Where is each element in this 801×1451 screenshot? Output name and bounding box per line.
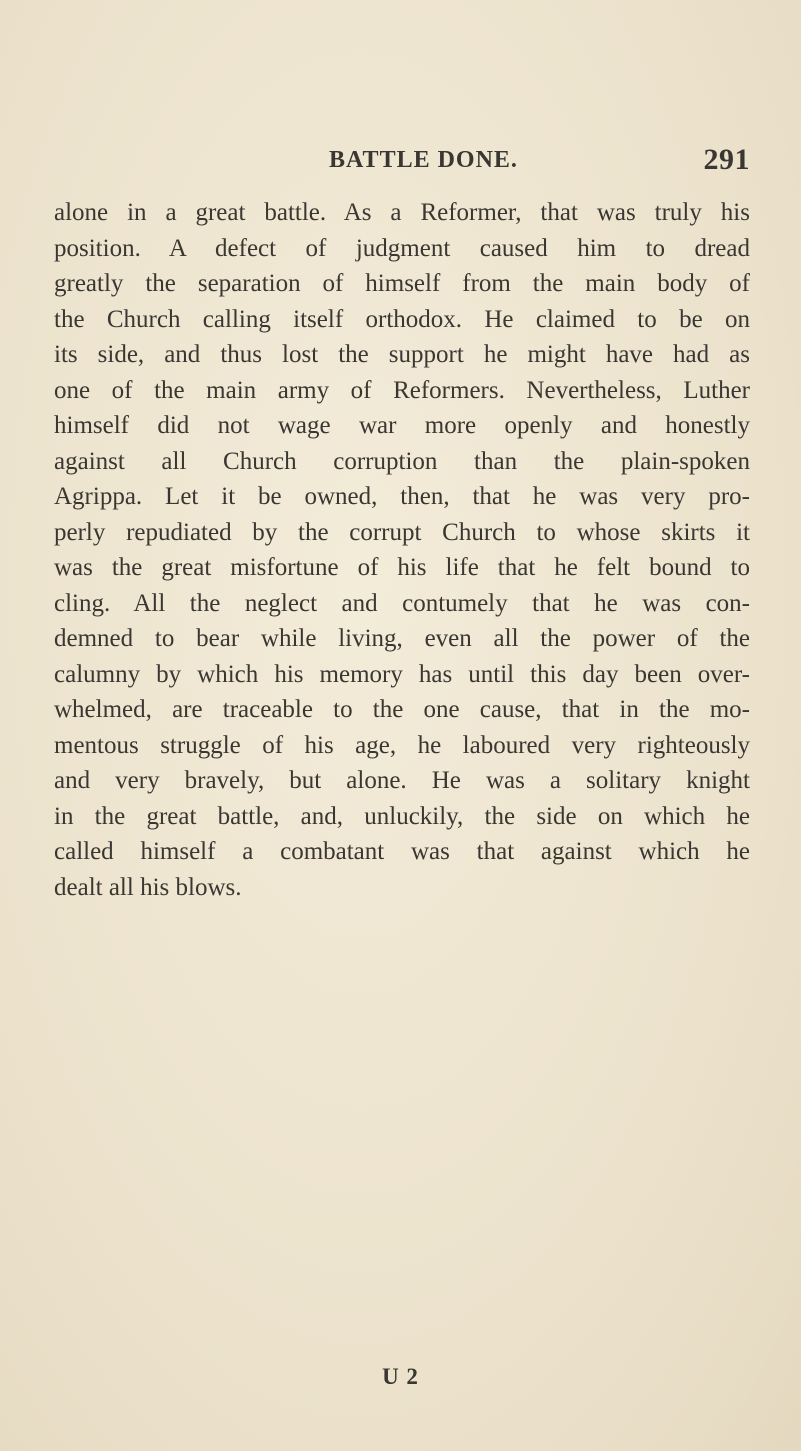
text-line: was the great misfortune of his life that he felt bound to [54, 554, 750, 581]
text-line: greatly the separation of himself from the main body of [54, 270, 750, 297]
text-line: mentous struggle of his age, he laboured very righteously [54, 731, 750, 759]
text-line: alone in a great battle. As a Reformer, that was truly his [54, 199, 750, 226]
text-line: whelmed, are traceable to the one cause, that in the mo- [54, 696, 750, 723]
text-line: one of the main army of Reformers. Nevertheless, Luther [54, 376, 750, 404]
text-line: perly repudiated by the corrupt Church to whose skirts it [54, 518, 750, 546]
text-line: the Church calling itself orthodox. He claimed to be on [54, 305, 750, 333]
running-title: BATTLE DONE. [329, 147, 518, 173]
text-line: dealt all his blows. [54, 873, 242, 901]
text-line: against all Church corruption than the plain-spoken [54, 447, 750, 475]
page-number: 291 [703, 143, 750, 176]
text-line: calumny by which his memory has until this day been over- [54, 660, 750, 688]
text-line: called himself a combatant was that against which he [54, 838, 750, 865]
body-paragraph [54, 195, 750, 905]
text-line: and very bravely, but alone. He was a solitary knight [54, 767, 750, 794]
text-line: Agrippa. Let it be owned, then, that he was very pro- [54, 483, 750, 510]
text-line: in the great battle, and, unluckily, the side on which he [54, 802, 750, 830]
text-line: position. A defect of judgment caused him to dread [54, 234, 750, 262]
text-line: demned to bear while living, even all the power of the [54, 625, 750, 652]
text-line: himself did not wage war more openly and honestly [54, 412, 750, 439]
text-line: cling. All the neglect and contumely that he was con- [54, 589, 750, 617]
running-header [54, 143, 750, 183]
text-line: its side, and thus lost the support he might have had as [54, 341, 750, 368]
signature-mark: U 2 [382, 1364, 419, 1389]
